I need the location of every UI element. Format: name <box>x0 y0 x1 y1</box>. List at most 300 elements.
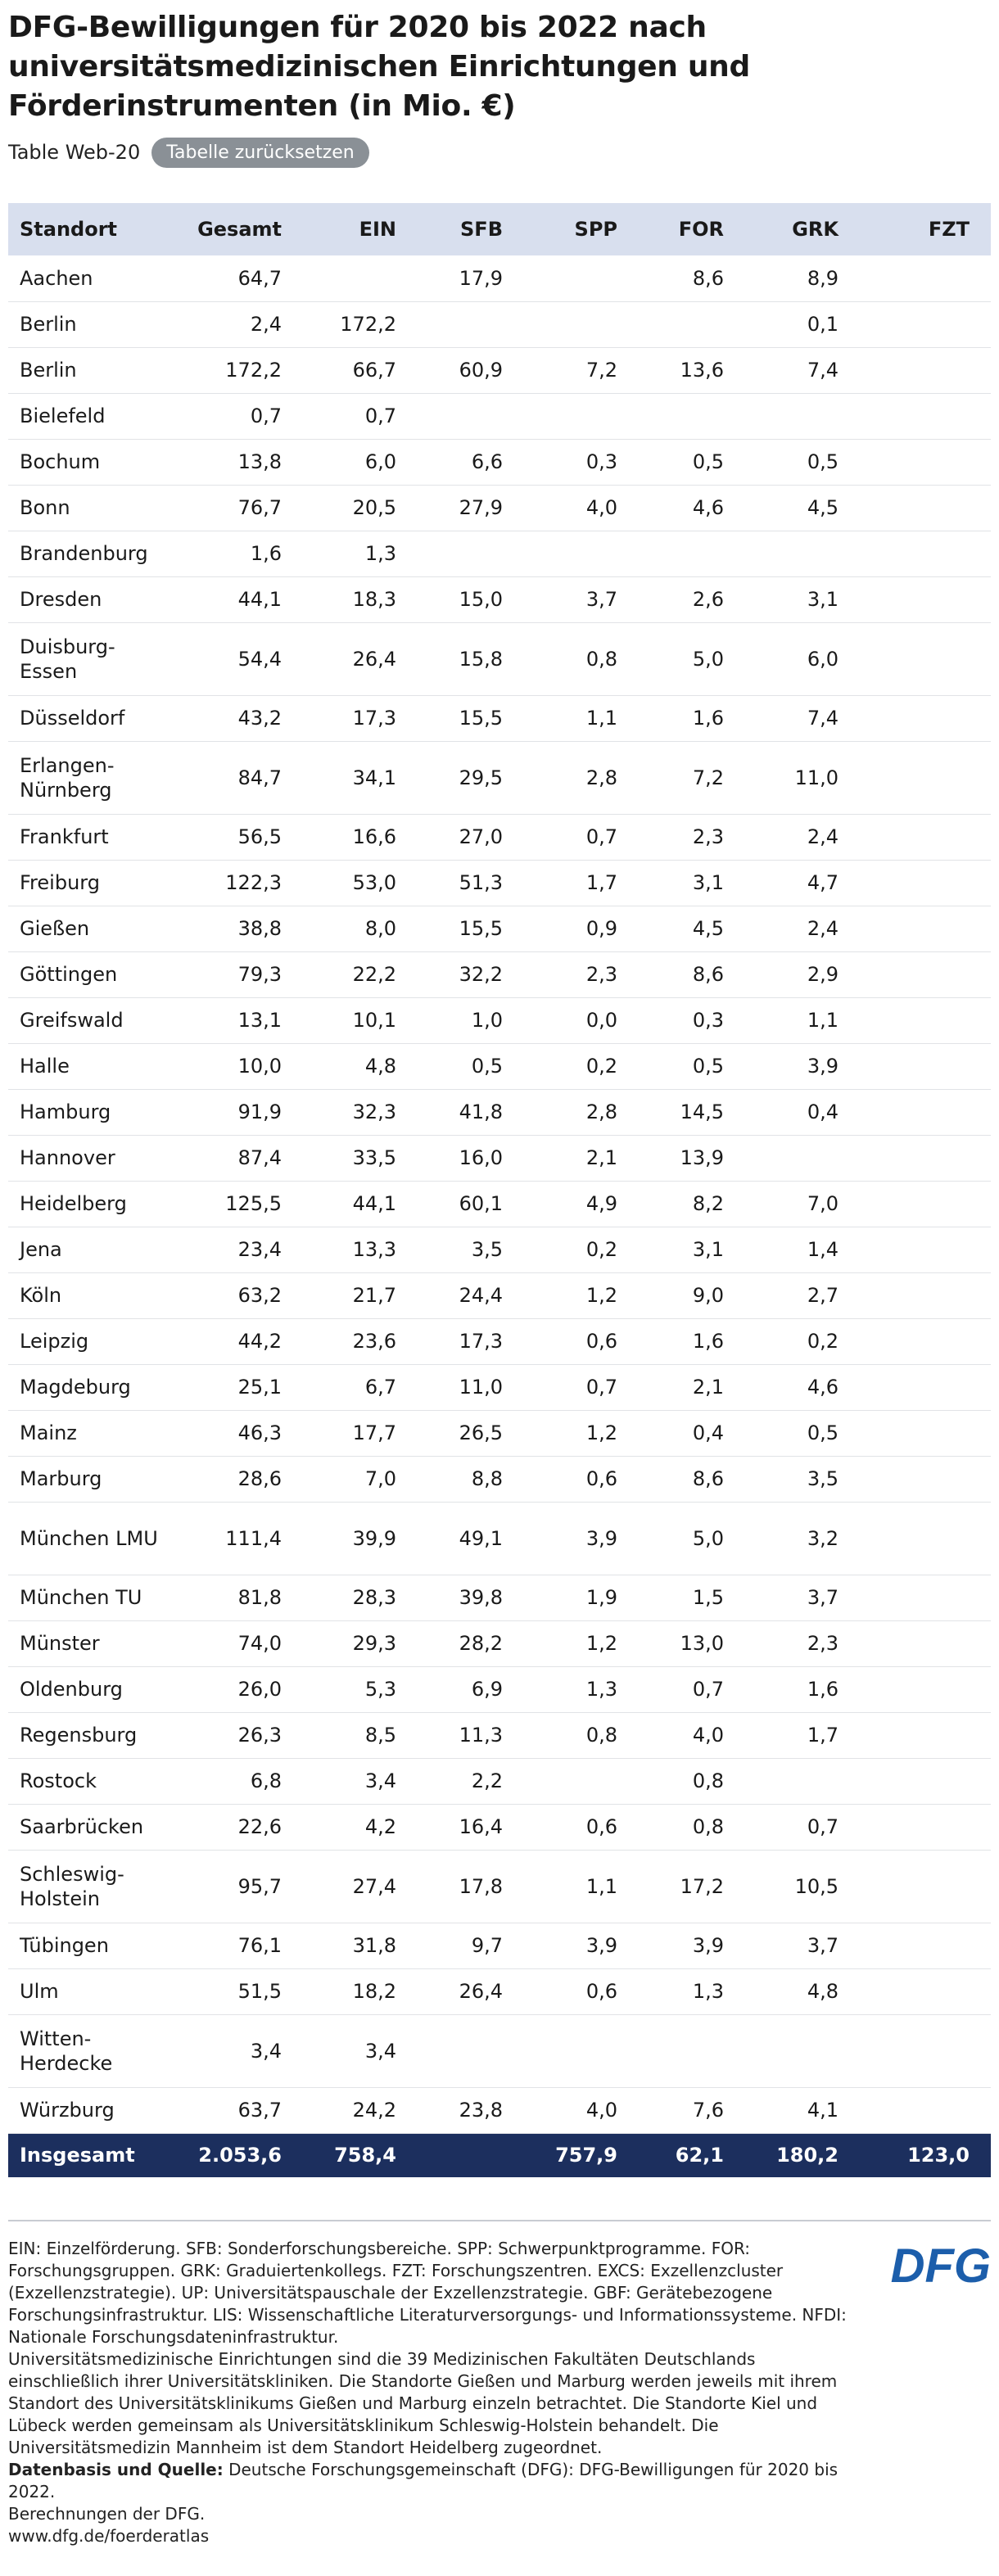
table-body <box>8 255 991 2133</box>
cell-ein: 24,2 <box>303 2087 418 2133</box>
row-location: Halle <box>8 1043 180 1089</box>
table-row <box>8 1666 991 1712</box>
cell-sfb: 15,5 <box>418 695 524 741</box>
cell-grk: 3,7 <box>745 1923 860 1968</box>
total-spp: 757,9 <box>555 2144 617 2167</box>
table-row <box>8 1923 991 1968</box>
cell-for: 2,1 <box>639 1364 745 1410</box>
footnote-source <box>8 2459 852 2503</box>
table-row <box>8 951 991 997</box>
cell-ein: 17,7 <box>303 1410 418 1456</box>
cell-grk: 2,9 <box>745 951 860 997</box>
cell-for: 13,6 <box>639 347 745 393</box>
cell-gesamt: 38,8 <box>180 906 303 951</box>
table-id: Table Web-20 <box>8 141 141 164</box>
row-location: Witten-Herdecke <box>8 2014 180 2087</box>
column-header-spp[interactable]: SPP <box>574 218 617 241</box>
cell-gesamt: 25,1 <box>180 1364 303 1410</box>
table-row <box>8 1712 991 1758</box>
cell-grk: 0,5 <box>745 1410 860 1456</box>
cell-sfb: 15,5 <box>418 906 524 951</box>
cell-grk <box>745 1135 860 1181</box>
cell-sfb: 9,7 <box>418 1923 524 1968</box>
cell-gesamt: 2,4 <box>180 301 303 347</box>
cell-gesamt: 28,6 <box>180 1456 303 1502</box>
cell-gesamt: 22,6 <box>180 1804 303 1850</box>
cell-grk: 1,7 <box>745 1712 860 1758</box>
cell-fzt <box>860 1502 991 1575</box>
cell-ein: 18,2 <box>303 1968 418 2014</box>
source-text: Deutsche Forschungsgemeinschaft (DFG): DFG-Bewilligungen für 2020 bis 2022. <box>8 2460 839 2501</box>
cell-ein: 8,0 <box>303 906 418 951</box>
table-row <box>8 1135 991 1181</box>
cell-ein: 31,8 <box>303 1923 418 1968</box>
cell-grk: 3,1 <box>745 576 860 622</box>
cell-gesamt: 74,0 <box>180 1620 303 1666</box>
cell-grk: 0,1 <box>745 301 860 347</box>
cell-fzt <box>860 255 991 301</box>
cell-fzt <box>860 1923 991 1968</box>
row-location: Göttingen <box>8 951 180 997</box>
cell-fzt <box>860 622 991 695</box>
cell-gesamt: 6,8 <box>180 1758 303 1804</box>
cell-fzt <box>860 741 991 814</box>
cell-spp: 0,6 <box>524 1804 639 1850</box>
cell-sfb: 15,8 <box>418 622 524 695</box>
cell-fzt <box>860 1089 991 1135</box>
cell-for: 4,6 <box>639 485 745 531</box>
cell-spp: 0,7 <box>524 814 639 860</box>
table-row <box>8 1089 991 1135</box>
cell-spp: 0,6 <box>524 1456 639 1502</box>
cell-sfb: 17,8 <box>418 1850 524 1923</box>
row-location: Mainz <box>8 1410 180 1456</box>
cell-sfb: 6,9 <box>418 1666 524 1712</box>
cell-gesamt: 111,4 <box>180 1502 303 1575</box>
row-location: Regensburg <box>8 1712 180 1758</box>
cell-gesamt: 76,1 <box>180 1923 303 1968</box>
table-row <box>8 814 991 860</box>
cell-grk: 0,7 <box>745 1804 860 1850</box>
row-location: Düsseldorf <box>8 695 180 741</box>
total-row <box>8 2133 991 2177</box>
table-row <box>8 1758 991 1804</box>
column-header-sfb[interactable]: SFB <box>460 218 503 241</box>
cell-fzt <box>860 1758 991 1804</box>
row-location: Aachen <box>8 255 180 301</box>
cell-gesamt: 64,7 <box>180 255 303 301</box>
cell-spp <box>524 255 639 301</box>
cell-gesamt: 122,3 <box>180 860 303 906</box>
cell-gesamt: 10,0 <box>180 1043 303 1089</box>
cell-grk: 7,4 <box>745 347 860 393</box>
row-location: Oldenburg <box>8 1666 180 1712</box>
row-location: Magdeburg <box>8 1364 180 1410</box>
total-gesamt: 2.053,6 <box>198 2144 282 2167</box>
cell-gesamt: 91,9 <box>180 1089 303 1135</box>
cell-grk <box>745 393 860 439</box>
cell-for: 13,0 <box>639 1620 745 1666</box>
cell-sfb: 17,9 <box>418 255 524 301</box>
cell-spp: 2,1 <box>524 1135 639 1181</box>
footnote-note: Universitätsmedizinische Einrichtungen sind die 39 Medizinischen Fakultäten Deutschlands einschließlich ihrer Universitätskliniken. Die Standorte Gießen und Marburg werden jeweils mit ihrem Standort des Universitätsklinikums Gießen und Marburg einzeln betrachtet. Die Standorte Kiel und Lübeck werden gemeinsam als Universitätsklinikum Schleswig-Holstein behandelt. Die Universitätsmedizin Mannheim ist dem Standort Heidelberg zugeordnet. <box>8 2349 838 2457</box>
cell-fzt <box>860 906 991 951</box>
table-row <box>8 485 991 531</box>
cell-spp: 2,8 <box>524 1089 639 1135</box>
table-row <box>8 439 991 485</box>
cell-for: 1,6 <box>639 695 745 741</box>
column-header-gesamt[interactable]: Gesamt <box>197 218 282 241</box>
cell-ein: 8,5 <box>303 1712 418 1758</box>
cell-ein: 5,3 <box>303 1666 418 1712</box>
dfg-logo <box>868 2241 991 2290</box>
cell-gesamt: 23,4 <box>180 1227 303 1272</box>
cell-sfb: 26,4 <box>418 1968 524 2014</box>
cell-spp: 1,2 <box>524 1410 639 1456</box>
cell-gesamt: 13,8 <box>180 439 303 485</box>
cell-grk <box>745 2014 860 2087</box>
cell-sfb: 39,8 <box>418 1575 524 1620</box>
row-location: Brandenburg <box>8 531 180 576</box>
cell-ein: 27,4 <box>303 1850 418 1923</box>
cell-sfb: 24,4 <box>418 1272 524 1318</box>
cell-grk: 2,7 <box>745 1272 860 1318</box>
cell-spp: 2,3 <box>524 951 639 997</box>
column-header-fzt[interactable]: FZT <box>928 218 970 241</box>
row-location: Jena <box>8 1227 180 1272</box>
cell-ein: 44,1 <box>303 1181 418 1227</box>
table-row <box>8 1364 991 1410</box>
cell-sfb: 11,3 <box>418 1712 524 1758</box>
cell-for: 8,6 <box>639 255 745 301</box>
cell-gesamt: 43,2 <box>180 695 303 741</box>
cell-spp <box>524 301 639 347</box>
row-location: Berlin <box>8 347 180 393</box>
cell-ein: 21,7 <box>303 1272 418 1318</box>
footnote-abbreviations: EIN: Einzelförderung. SFB: Sonderforschungsbereiche. SPP: Schwerpunktprogramme. FOR: Forschungsgruppen. GRK: Graduiertenkollegs. FZT: Forschungszentren. EXCS: Exzellenzcluster (Exzellenzstrategie). UP: Universitätspauschale der Exzellenzstrategie. GBF: Gerätebezogene Forschungsinfrastruktur. LIS: Wissenschaftliche Literaturversorgungs- und Informationssysteme. NFDI: Nationale Forschungsdateninfrastruktur. <box>8 2239 847 2347</box>
data-table <box>8 203 991 2177</box>
cell-gesamt: 44,1 <box>180 576 303 622</box>
cell-grk: 0,5 <box>745 439 860 485</box>
cell-for: 0,5 <box>639 1043 745 1089</box>
cell-spp <box>524 1758 639 1804</box>
table-row <box>8 1043 991 1089</box>
footnote-source-2: Berechnungen der DFG. <box>8 2504 206 2524</box>
cell-gesamt: 26,0 <box>180 1666 303 1712</box>
cell-sfb: 17,3 <box>418 1318 524 1364</box>
cell-spp: 4,9 <box>524 1181 639 1227</box>
cell-fzt <box>860 1850 991 1923</box>
cell-grk: 8,9 <box>745 255 860 301</box>
cell-for: 13,9 <box>639 1135 745 1181</box>
total-sfb <box>418 2133 524 2177</box>
cell-grk: 3,7 <box>745 1575 860 1620</box>
cell-sfb: 1,0 <box>418 997 524 1043</box>
cell-spp: 1,9 <box>524 1575 639 1620</box>
cell-ein: 3,4 <box>303 1758 418 1804</box>
cell-sfb: 29,5 <box>418 741 524 814</box>
row-location: Bielefeld <box>8 393 180 439</box>
cell-ein: 7,0 <box>303 1456 418 1502</box>
footer-divider <box>8 2220 991 2221</box>
reset-table-button[interactable]: Tabelle zurücksetzen <box>151 138 369 168</box>
row-location: Duisburg-Essen <box>8 622 180 695</box>
cell-grk: 7,0 <box>745 1181 860 1227</box>
cell-fzt <box>860 860 991 906</box>
cell-ein: 18,3 <box>303 576 418 622</box>
cell-for: 3,1 <box>639 1227 745 1272</box>
table-row <box>8 1502 991 1575</box>
table-row <box>8 997 991 1043</box>
cell-spp: 1,3 <box>524 1666 639 1712</box>
cell-for <box>639 393 745 439</box>
cell-fzt <box>860 997 991 1043</box>
cell-sfb: 3,5 <box>418 1227 524 1272</box>
cell-spp: 0,2 <box>524 1227 639 1272</box>
cell-sfb: 16,4 <box>418 1804 524 1850</box>
table-row <box>8 2014 991 2087</box>
row-location: München TU <box>8 1575 180 1620</box>
cell-spp: 4,0 <box>524 485 639 531</box>
row-location: Rostock <box>8 1758 180 1804</box>
cell-gesamt: 63,7 <box>180 2087 303 2133</box>
total-label: Insgesamt <box>20 2144 135 2167</box>
table-total <box>8 2133 991 2177</box>
table-row <box>8 393 991 439</box>
cell-for: 2,6 <box>639 576 745 622</box>
cell-spp: 1,2 <box>524 1620 639 1666</box>
cell-ein: 33,5 <box>303 1135 418 1181</box>
cell-gesamt: 84,7 <box>180 741 303 814</box>
table-row <box>8 1272 991 1318</box>
cell-spp: 7,2 <box>524 347 639 393</box>
cell-gesamt: 51,5 <box>180 1968 303 2014</box>
cell-grk: 2,3 <box>745 1620 860 1666</box>
cell-ein: 6,7 <box>303 1364 418 1410</box>
cell-grk: 2,4 <box>745 814 860 860</box>
cell-sfb: 11,0 <box>418 1364 524 1410</box>
footnote-url[interactable]: www.dfg.de/foerderatlas <box>8 2526 210 2546</box>
table-row <box>8 347 991 393</box>
cell-fzt <box>860 1318 991 1364</box>
cell-grk: 11,0 <box>745 741 860 814</box>
cell-ein: 17,3 <box>303 695 418 741</box>
cell-fzt <box>860 1712 991 1758</box>
cell-sfb: 32,2 <box>418 951 524 997</box>
row-location: Greifswald <box>8 997 180 1043</box>
table-row <box>8 695 991 741</box>
cell-gesamt: 54,4 <box>180 622 303 695</box>
cell-sfb: 6,6 <box>418 439 524 485</box>
cell-grk: 0,2 <box>745 1318 860 1364</box>
cell-ein <box>303 255 418 301</box>
row-location: Berlin <box>8 301 180 347</box>
cell-fzt <box>860 1410 991 1456</box>
subtitle-row <box>8 136 991 169</box>
row-location: Saarbrücken <box>8 1804 180 1850</box>
cell-for: 7,6 <box>639 2087 745 2133</box>
cell-gesamt: 79,3 <box>180 951 303 997</box>
cell-ein: 28,3 <box>303 1575 418 1620</box>
cell-spp: 3,9 <box>524 1502 639 1575</box>
cell-spp: 0,6 <box>524 1968 639 2014</box>
table-header <box>8 203 991 255</box>
cell-ein: 39,9 <box>303 1502 418 1575</box>
page-title: DFG-Bewilligungen für 2020 bis 2022 nach universitätsmedizinischen Einrichtungen und Förderinstrumenten (in Mio. €) <box>8 11 750 123</box>
table-row <box>8 1181 991 1227</box>
cell-fzt <box>860 485 991 531</box>
cell-sfb: 27,9 <box>418 485 524 531</box>
cell-sfb: 60,9 <box>418 347 524 393</box>
cell-fzt <box>860 2087 991 2133</box>
cell-for: 0,7 <box>639 1666 745 1712</box>
cell-spp: 1,1 <box>524 1850 639 1923</box>
cell-ein: 34,1 <box>303 741 418 814</box>
cell-gesamt: 76,7 <box>180 485 303 531</box>
row-location: Freiburg <box>8 860 180 906</box>
cell-for: 9,0 <box>639 1272 745 1318</box>
row-location: Hamburg <box>8 1089 180 1135</box>
cell-fzt <box>860 301 991 347</box>
cell-fzt <box>860 1804 991 1850</box>
row-location: Marburg <box>8 1456 180 1502</box>
row-location: Hannover <box>8 1135 180 1181</box>
cell-grk: 0,4 <box>745 1089 860 1135</box>
cell-grk: 1,1 <box>745 997 860 1043</box>
cell-sfb: 26,5 <box>418 1410 524 1456</box>
cell-fzt <box>860 576 991 622</box>
cell-for: 4,5 <box>639 906 745 951</box>
row-location: München LMU <box>8 1502 180 1575</box>
row-location: Leipzig <box>8 1318 180 1364</box>
cell-for: 0,8 <box>639 1758 745 1804</box>
cell-grk: 1,6 <box>745 1666 860 1712</box>
row-location: Bonn <box>8 485 180 531</box>
cell-sfb: 23,8 <box>418 2087 524 2133</box>
cell-ein: 26,4 <box>303 622 418 695</box>
cell-gesamt: 0,7 <box>180 393 303 439</box>
table-row <box>8 1804 991 1850</box>
cell-sfb: 2,2 <box>418 1758 524 1804</box>
cell-grk: 4,8 <box>745 1968 860 2014</box>
cell-for: 0,8 <box>639 1804 745 1850</box>
cell-sfb: 28,2 <box>418 1620 524 1666</box>
cell-spp: 0,7 <box>524 1364 639 1410</box>
cell-fzt <box>860 1272 991 1318</box>
row-location: Köln <box>8 1272 180 1318</box>
cell-for: 1,3 <box>639 1968 745 2014</box>
cell-grk: 3,9 <box>745 1043 860 1089</box>
cell-spp: 2,8 <box>524 741 639 814</box>
cell-for: 8,6 <box>639 1456 745 1502</box>
cell-for: 17,2 <box>639 1850 745 1923</box>
cell-spp <box>524 2014 639 2087</box>
cell-fzt <box>860 2014 991 2087</box>
cell-ein: 22,2 <box>303 951 418 997</box>
table-row <box>8 1968 991 2014</box>
cell-grk <box>745 1758 860 1804</box>
row-location: Bochum <box>8 439 180 485</box>
cell-gesamt: 95,7 <box>180 1850 303 1923</box>
cell-ein: 32,3 <box>303 1089 418 1135</box>
cell-gesamt: 63,2 <box>180 1272 303 1318</box>
row-location: Dresden <box>8 576 180 622</box>
cell-grk: 6,0 <box>745 622 860 695</box>
cell-grk: 3,2 <box>745 1502 860 1575</box>
cell-for: 0,3 <box>639 997 745 1043</box>
cell-gesamt: 46,3 <box>180 1410 303 1456</box>
row-location: Würzburg <box>8 2087 180 2133</box>
column-header-ein[interactable]: EIN <box>359 218 396 241</box>
cell-gesamt: 87,4 <box>180 1135 303 1181</box>
cell-fzt <box>860 951 991 997</box>
cell-for <box>639 531 745 576</box>
cell-fzt <box>860 1181 991 1227</box>
cell-fzt <box>860 1135 991 1181</box>
table-row <box>8 1575 991 1620</box>
cell-grk: 7,4 <box>745 695 860 741</box>
cell-for <box>639 301 745 347</box>
cell-spp <box>524 393 639 439</box>
cell-sfb: 51,3 <box>418 860 524 906</box>
cell-ein: 20,5 <box>303 485 418 531</box>
cell-for <box>639 2014 745 2087</box>
cell-sfb: 0,5 <box>418 1043 524 1089</box>
cell-grk: 4,6 <box>745 1364 860 1410</box>
cell-fzt <box>860 814 991 860</box>
cell-fzt <box>860 1968 991 2014</box>
cell-ein: 10,1 <box>303 997 418 1043</box>
cell-spp: 1,1 <box>524 695 639 741</box>
cell-fzt <box>860 1227 991 1272</box>
cell-spp: 0,6 <box>524 1318 639 1364</box>
cell-fzt <box>860 1364 991 1410</box>
footer <box>8 2238 991 2547</box>
cell-ein: 23,6 <box>303 1318 418 1364</box>
cell-ein: 1,3 <box>303 531 418 576</box>
cell-for: 8,6 <box>639 951 745 997</box>
cell-sfb: 41,8 <box>418 1089 524 1135</box>
table-row <box>8 301 991 347</box>
cell-sfb: 8,8 <box>418 1456 524 1502</box>
cell-spp: 0,8 <box>524 622 639 695</box>
table-row <box>8 860 991 906</box>
svg-text:DFG: DFG <box>890 2241 991 2290</box>
cell-sfb: 60,1 <box>418 1181 524 1227</box>
row-location: Heidelberg <box>8 1181 180 1227</box>
cell-for: 8,2 <box>639 1181 745 1227</box>
cell-ein: 16,6 <box>303 814 418 860</box>
table-row <box>8 741 991 814</box>
cell-fzt <box>860 1575 991 1620</box>
cell-for: 1,5 <box>639 1575 745 1620</box>
cell-for: 0,4 <box>639 1410 745 1456</box>
cell-for: 7,2 <box>639 741 745 814</box>
cell-sfb: 27,0 <box>418 814 524 860</box>
cell-gesamt: 3,4 <box>180 2014 303 2087</box>
cell-spp: 0,3 <box>524 439 639 485</box>
cell-fzt <box>860 393 991 439</box>
column-header-for[interactable]: FOR <box>678 218 724 241</box>
column-header-standort[interactable]: Standort <box>20 218 118 241</box>
cell-for: 14,5 <box>639 1089 745 1135</box>
cell-sfb: 16,0 <box>418 1135 524 1181</box>
row-location: Erlangen-Nürnberg <box>8 741 180 814</box>
column-header-grk[interactable]: GRK <box>792 218 839 241</box>
table-row <box>8 1318 991 1364</box>
cell-fzt <box>860 1666 991 1712</box>
cell-spp: 4,0 <box>524 2087 639 2133</box>
